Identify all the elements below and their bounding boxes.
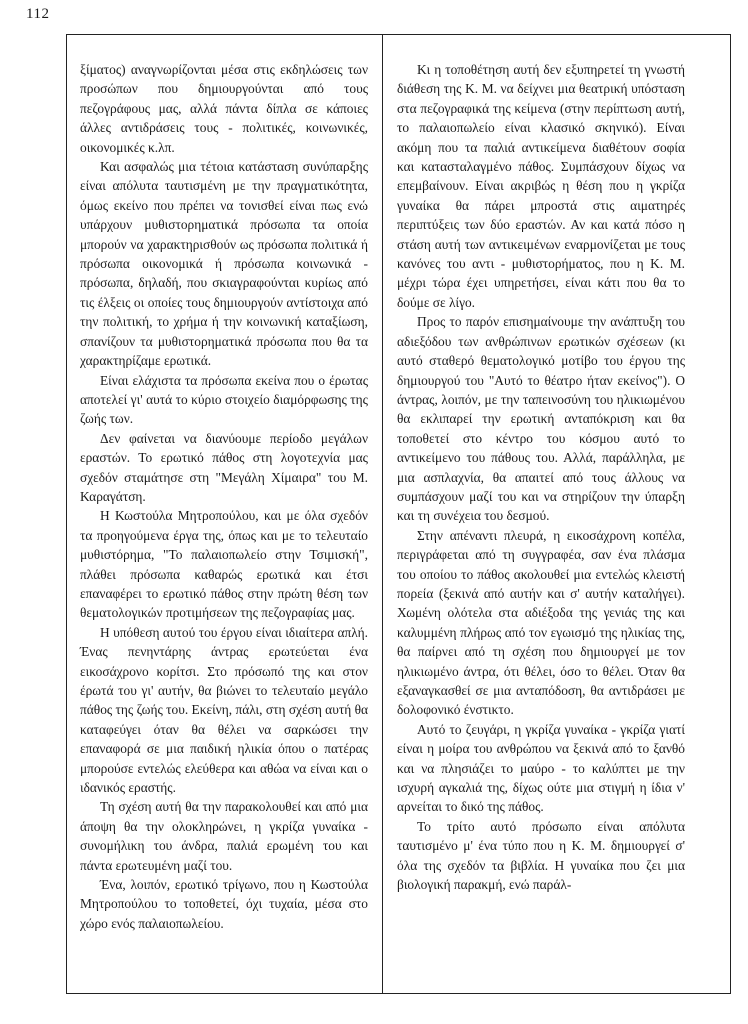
left-paragraph-6: Η υπόθεση αυτού του έργου είναι ιδιαίτερα απλή. Ένας πενηντάρης άντρας ερωτεύεται ένα εικοσάχρονο κορίτσι. Στο πρόσωπό της και στον έρωτά του γι' αυτήν, θα βιώνει το τελευταίο μεγάλο πάθος της ζωής του. Εκείνη, πάλι, στη σχέση αυτή θα καταφεύγει όταν θα θέλει να σαρκώσει την επαναφορά σε μια παιδική ηλικία όπου ο πατέρας μπορούσε εντελώς ελεύθερα και αθώα να είναι και ο ιδανικός εραστής. [80, 624, 368, 796]
right-column [397, 60, 685, 894]
right-paragraph-2: Προς το παρόν επισημαίνουμε την ανάπτυξη του αδιεξόδου των ανθρώπινων ερωτικών σχέσεων (κι αυτό σταθερό θεματολογικό μοτίβο του έργου της δημιουργού του "Αυτό το θέατρο ήταν εκείνος"). Ο άντρας, λοιπόν, με την ταπεινοσύνη του ηλικιωμένου θα εκλιπαρεί την ερωτική ανταπόκριση και θα τοποθετεί στο κέντρο του κόσμου αυτό το αντικείμενο του πάθους του. Αλλά, παράλληλα, με μια ασπλαχνία, θα απαιτεί από τους άλλους να συμπάσχουν μαζί του και να στηρίζουν την ύπαρξη και τη συνέχεια του δεσμού. [397, 314, 685, 524]
right-paragraph-3: Στην απέναντι πλευρά, η εικοσάχρονη κοπέλα, περιγράφεται από τη συγγραφέα, σαν ένα πλάσμα του οποίου το πάθος ακολουθεί μια εντελώς κλειστή πορεία (ξεκινά από αυτήν και σ' αυτήν καταλήγει). Χωμένη ολότελα στα αδιέξοδα της γενιάς της και καλυμμένη πλήρως από τον εγωισμό της ηλικίας της, θα παίρνει από τη σχέση που δημιουργεί με τον ηλικιωμένο άντρα, ότι θέλει, όσο το θέλει. Όταν θα εξαναγκασθεί σε μια ανταπόδοση, θα αντιδράσει με δολοφονικό ένστικτο. [397, 527, 685, 718]
left-paragraph-1: ξίματος) αναγνωρίζονται μέσα στις εκδηλώσεις των προσώπων που δημιουργούνται από τους πεζογράφους μας, αλλά πάντα δίπλα σε κάποιες άλλες αντιδράσεις τους - πολιτικές, κοινωνικές, οικονομικές κ.λπ. [80, 62, 368, 155]
page-number: 112 [26, 6, 50, 22]
left-paragraph-8: Ένα, λοιπόν, ερωτικό τρίγωνο, που η Κωστούλα Μητροπούλου το τοποθετεί, όχι τυχαία, μέσα στο χώρο ενός παλαιοπωλείου. [80, 877, 368, 931]
left-column [80, 60, 368, 933]
right-paragraph-1: Κι η τοποθέτηση αυτή δεν εξυπηρετεί τη γνωστή διάθεση της Κ. Μ. να δείχνει μια θεατρική υπόσταση στα πεζογραφικά της κείμενα (στην περίπτωση αυτή, το παλαιοπωλείο είναι κλασικό σκηνικό). Είναι ακόμη που τα παλιά αντικείμενα διαθέτουν σοφία και κατασταλαγμένο πάθος. Συμπάσχουν δίχως να επεμβαίνουν. Είναι ακριβώς η θέση που η γκρίζα γυναίκα θα πάρει μπροστά στις αιματηρές περιπτύξεις των δύο εραστών. Αν και κατά πόσο η στάση αυτή των αντικειμένων εναρμονίζεται με τους κανόνες του αντι - μυθιστορήματος, που η Κ. Μ. μέχρι τώρα έχει υπηρετήσει, είναι κάτι που θα το δούμε σε λίγο. [397, 62, 685, 310]
right-paragraph-5: Το τρίτο αυτό πρόσωπο είναι απόλυτα ταυτισμένο μ' ένα τύπο που η Κ. Μ. δημιουργεί σ' όλα της σχεδόν τα βιβλία. Η γυναίκα που ζει μια βιολογική παρακμή, ενώ παράλ- [397, 818, 685, 893]
left-paragraph-2: Και ασφαλώς μια τέτοια κατάσταση συνύπαρξης είναι απόλυτα ταυτισμένη με την πραγματικότητα, όμως εκείνο που πρέπει να τονισθεί είναι πως ενώ υπάρχουν μυθιστορηματικά πρόσωπα τα οποία μπορούν να χαρακτηρισθούν ως πρόσωπα πολιτικά ή πρόσωπα οικονομικά ή πρόσωπα κοινωνικά - πρόσωπα, δηλαδή, που σκιαγραφούνται κυρίως από τις έλξεις οι οποίες τους δημιουργούν αντίστοιχα από την πολιτική, το χρήμα ή την κοινωνική καταξίωση, σπανίζουν τα μυθιστορηματικά πρόσωπα που θα τα χαρακτηρίζαμε ερωτικά. [80, 159, 368, 369]
column-divider [382, 34, 383, 994]
left-paragraph-4: Δεν φαίνεται να διανύουμε περίοδο μεγάλων εραστών. Το ερωτικό πάθος στη λογοτεχνία μας σχεδόν σταμάτησε στη "Μεγάλη Χίμαιρα" του Μ. Καραγάτση. [80, 430, 368, 504]
left-paragraph-7: Τη σχέση αυτή θα την παρακολουθεί και από μια άποψη θα την ολοκληρώνει, η γκρίζα γυναίκα - συνομήλικη του άνδρα, παλιά ερωμένη του και πάντα ερωτευμένη μαζί του. [80, 799, 368, 873]
left-paragraph-3: Είναι ελάχιστα τα πρόσωπα εκείνα που ο έρωτας αποτελεί γι' αυτά το κύριο στοιχείο διαμόρφωσης της ζωής των. [80, 372, 368, 427]
left-paragraph-5: Η Κωστούλα Μητροπούλου, και με όλα σχεδόν τα προηγούμενα έργα της, όπως και με το τελευταίο μυθιστόρημα, "Το παλαιοπωλείο στην Τσιμισκή", πλάθει πρόσωπα καθαρώς ερωτικά και έτσι επαναφέρει το ερωτικό πάθος στην πρώτη θέση των θεματολογικών προτιμήσεων της πεζογραφίας μας. [80, 508, 368, 621]
right-paragraph-4: Αυτό το ζευγάρι, η γκρίζα γυναίκα - γκρίζα γιατί είναι η μοίρα του ανθρώπου να ξεκινά από το ξανθό και να πλησιάζει το μαύρο - το καλύπτει με την ισχυρή αγκαλιά της, δίχως ούτε μια στιγμή η ίδια ν' αρνείται το δικό της πάθος. [397, 721, 685, 815]
